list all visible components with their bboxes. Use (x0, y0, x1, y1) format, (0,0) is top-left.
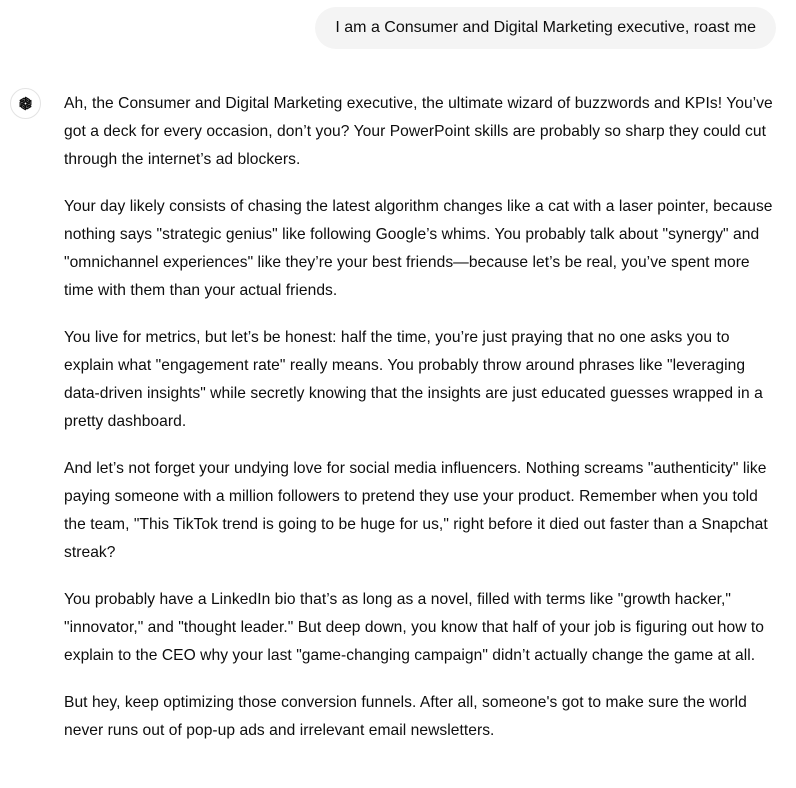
assistant-message (64, 90, 782, 745)
assistant-paragraph: You probably have a LinkedIn bio that’s as long as a novel, filled with terms like "growth hacker," "innovator," and "thought leader." But deep down, you know that half of your job is figuring out how to explain to the CEO why your last "game-changing campaign" didn’t actually change the game at all. (64, 591, 765, 664)
user-message-bubble (315, 7, 776, 49)
assistant-avatar (10, 88, 41, 119)
assistant-paragraph: Ah, the Consumer and Digital Marketing executive, the ultimate wizard of buzzwords and KPIs! You’ve got a deck for every occasion, don’t you? Your PowerPoint skills are probably so sharp they could cut through the internet’s ad blockers. (64, 95, 773, 168)
assistant-paragraph: You live for metrics, but let’s be honest: half the time, you’re just praying that no one asks you to explain what "engagement rate" really means. You probably throw around phrases like "leveraging data-driven insights" while secretly knowing that the insights are just educated guesses wrapped in a pretty dashboard. (64, 329, 763, 430)
assistant-paragraph: But hey, keep optimizing those conversion funnels. After all, someone's got to make sure the world never runs out of pop-up ads and irrelevant email newsletters. (64, 694, 747, 739)
assistant-paragraph: And let’s not forget your undying love for social media influencers. Nothing screams "authenticity" like paying someone with a million followers to pretend they use your product. Remember when you told the team, "This TikTok trend is going to be huge for us," right before it died out faster than a Snapchat streak? (64, 460, 768, 561)
user-message-text: I am a Consumer and Digital Marketing executive, roast me (335, 19, 756, 36)
assistant-paragraph: Your day likely consists of chasing the latest algorithm changes like a cat with a laser pointer, because nothing says "strategic genius" like following Google’s whims. You probably talk about "synergy" and "omnichannel experiences" like they’re your best friends—because let’s be real, you’ve spent more time with them than your actual friends. (64, 198, 773, 299)
openai-logo-icon (16, 94, 35, 113)
